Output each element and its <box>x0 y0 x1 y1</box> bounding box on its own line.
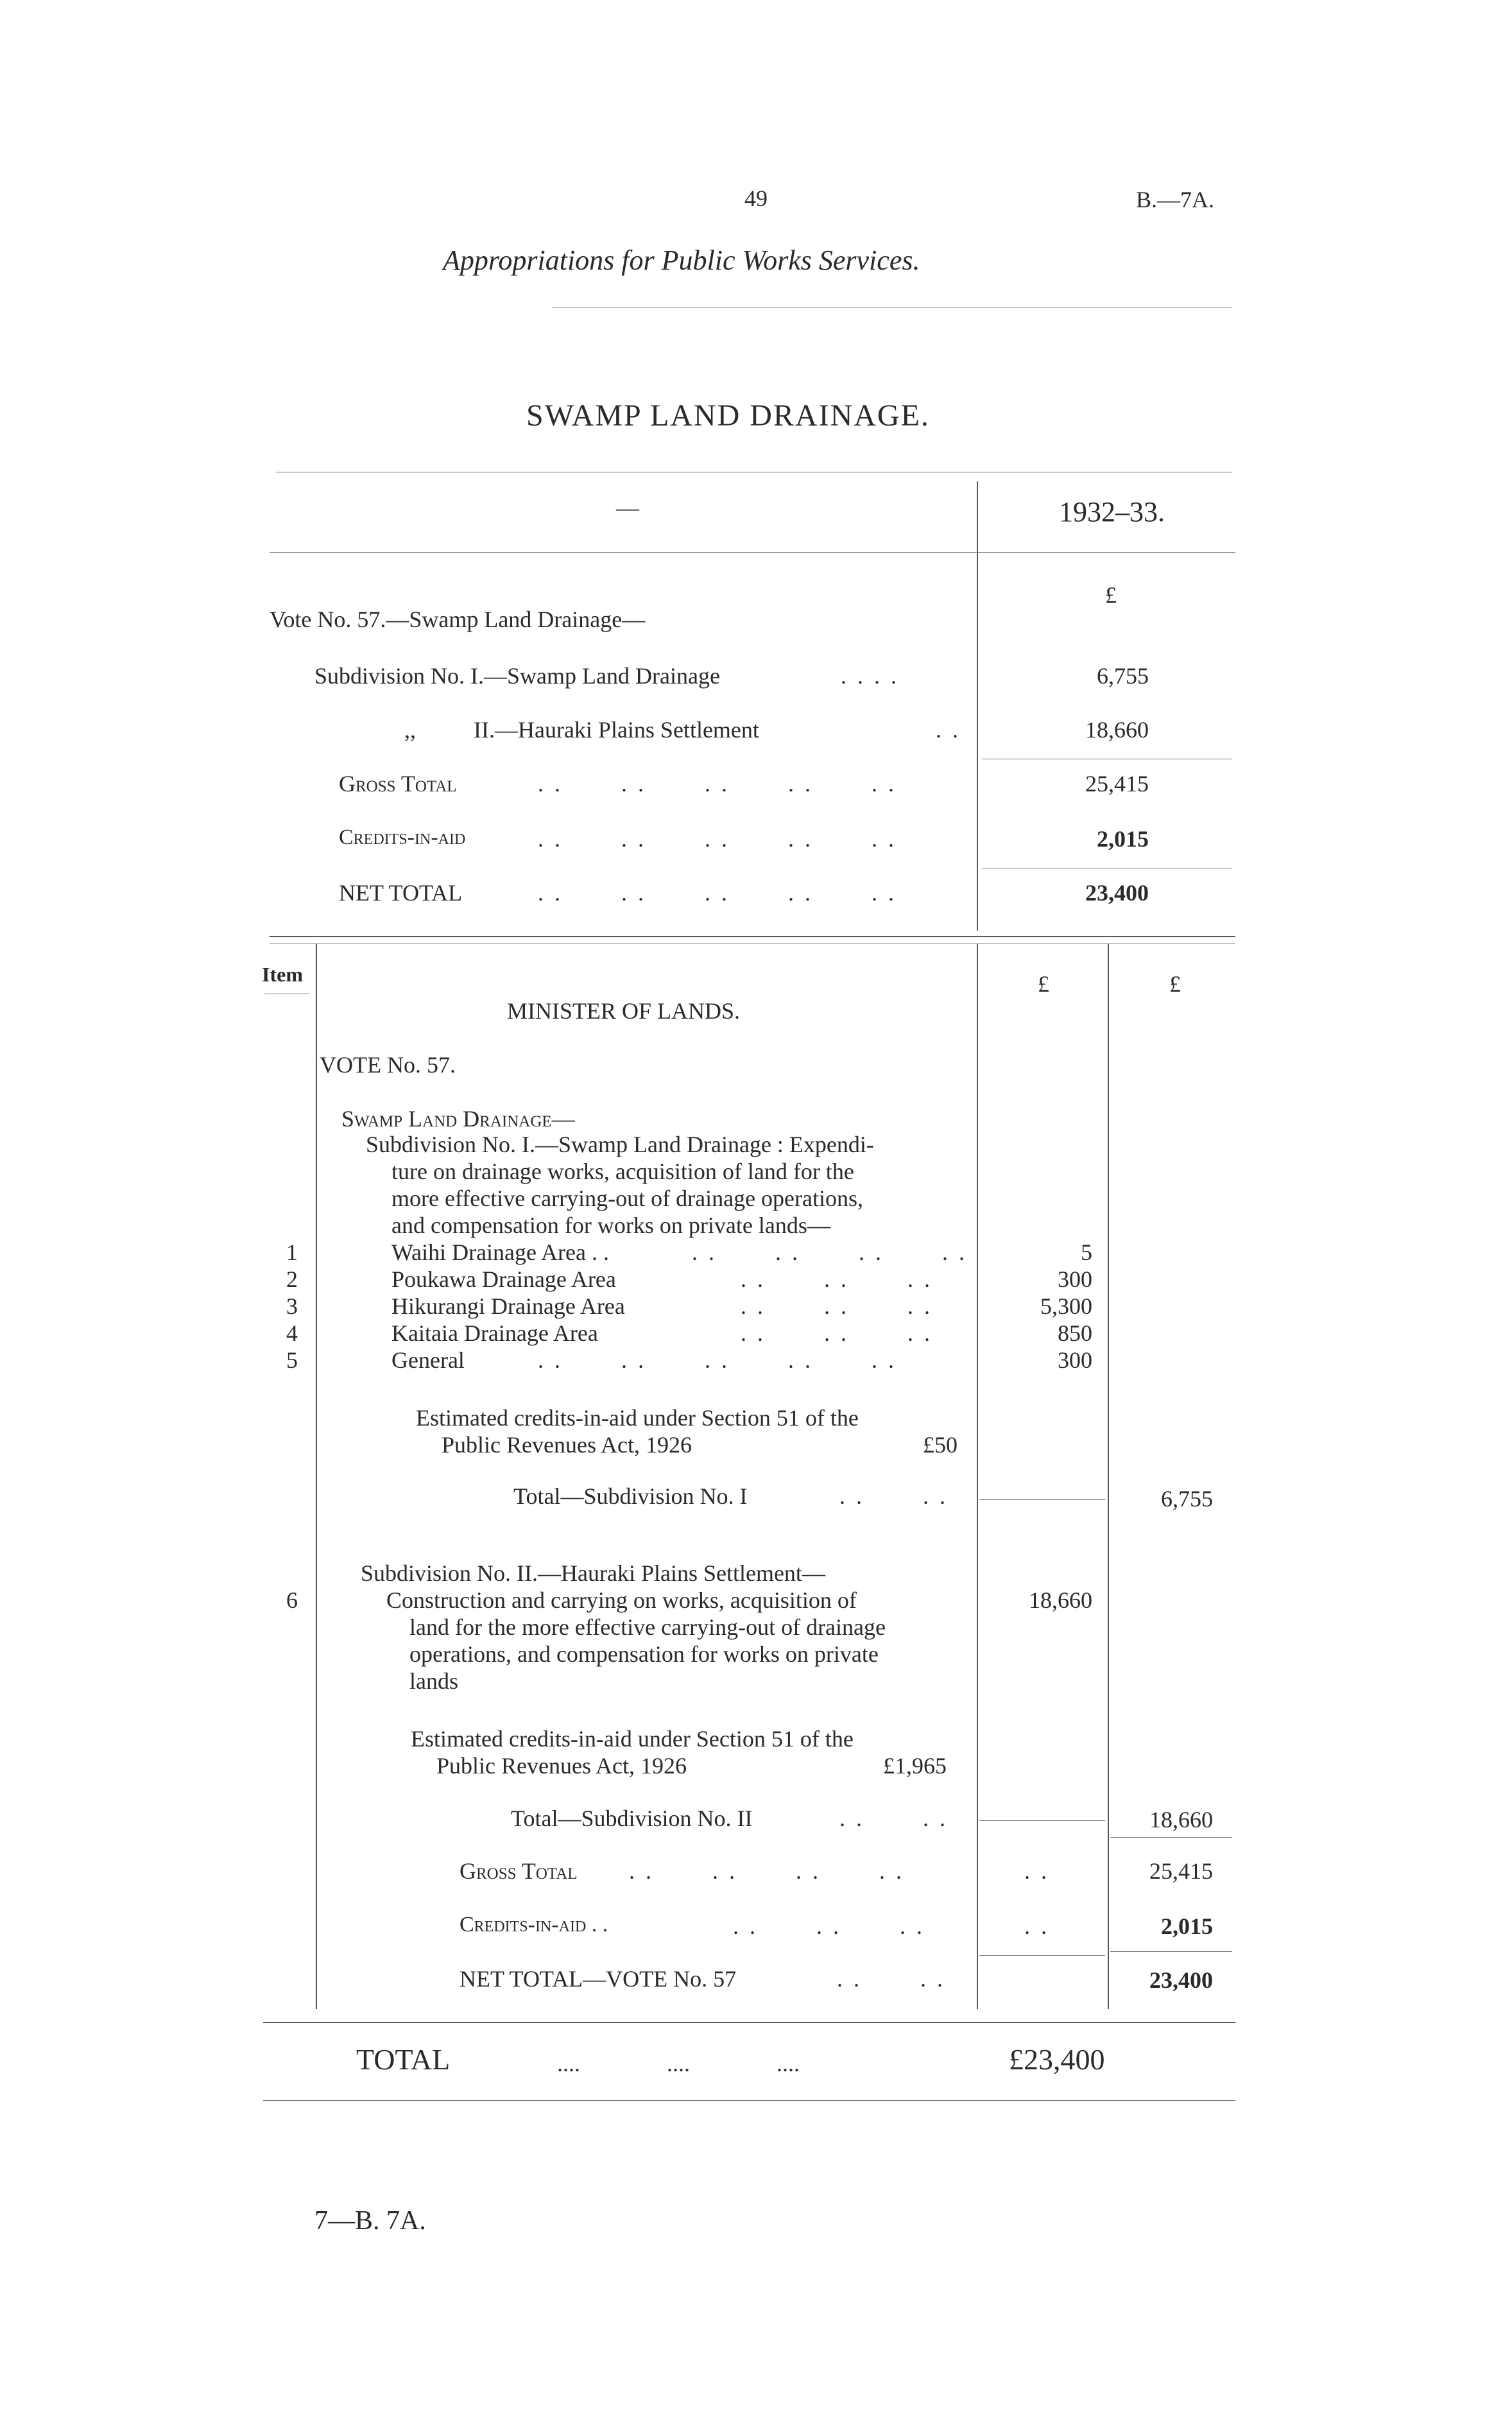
grand-total-value: £23,400 <box>1009 2043 1105 2076</box>
subtotal-label: Total—Subdivision No. II <box>511 1806 753 1831</box>
subdivision-text-line: and compensation for works on private lands— <box>391 1212 830 1238</box>
summary-row-value: 25,415 <box>1085 771 1149 797</box>
net-total-rule-2 <box>1110 1951 1232 1952</box>
detail-currency-1: £ <box>1038 971 1049 997</box>
section-title: SWAMP LAND DRAINAGE. <box>526 399 930 433</box>
item-label: Kaitaia Drainage Area <box>391 1320 598 1346</box>
subtotal-rule <box>979 1820 1105 1821</box>
item-value: 850 <box>1058 1320 1092 1346</box>
item-header: Item <box>262 963 303 986</box>
credits-in-aid-dots: . . <box>1024 1913 1049 1939</box>
item-number: 4 <box>286 1320 298 1346</box>
subdivision-text-line: operations, and compensation for works on private <box>409 1641 879 1667</box>
detail-currency-2: £ <box>1169 971 1181 997</box>
item-number: 1 <box>286 1239 298 1265</box>
credits-in-aid-label: Credits-in-aid . . <box>460 1913 608 1936</box>
subtotal-leader: . . . . <box>839 1483 948 1509</box>
document-reference: B.—7A. <box>1136 187 1215 212</box>
credits-note-line: Public Revenues Act, 1926 <box>442 1432 692 1458</box>
item-value: 5,300 <box>1040 1293 1092 1319</box>
item-label: Poukawa Drainage Area <box>391 1266 616 1292</box>
subdivision-text-line: ture on drainage works, acquisition of land for the <box>391 1159 854 1184</box>
item-leader: . . . . . . . . <box>692 1239 967 1265</box>
item-value: 300 <box>1058 1266 1092 1292</box>
grand-total-leader: .... .... .... <box>557 2051 800 2076</box>
summary-row-label: Gross Total <box>339 771 457 797</box>
summary-row-label: Subdivision No. I.—Swamp Land Drainage <box>314 663 720 689</box>
credits-in-aid-leader: . . . . . . <box>733 1913 925 1939</box>
summary-row-leader: . . . . . . . . . . <box>538 826 897 852</box>
vote-heading: VOTE No. 57. <box>320 1052 456 1078</box>
detail-item-divider <box>316 944 317 2009</box>
detail-column-divider-2 <box>1108 944 1109 2009</box>
summary-vote-line: Vote No. 57.—Swamp Land Drainage— <box>270 607 646 632</box>
grand-total-rule <box>263 2100 1235 2101</box>
summary-row-leader: . . <box>936 717 961 743</box>
subtotal-value: 6,755 <box>1161 1486 1213 1512</box>
summary-header-rule <box>270 552 1235 553</box>
summary-row-leader: . . . . . . . . . . <box>538 880 897 906</box>
gross-total-leader: . . . . . . . . <box>629 1858 904 1884</box>
gross-total-value: 25,415 <box>1149 1858 1213 1884</box>
subdivision-text-line: Subdivision No. I.—Swamp Land Drainage : Expendi- <box>366 1132 874 1157</box>
summary-header-dash: — <box>616 495 639 521</box>
subdivision-text-line: land for the more effective carrying-out of drainage <box>409 1614 886 1640</box>
credits-note-line: Estimated credits-in-aid under Section 51 of the <box>416 1405 859 1431</box>
item-leader: . . . . . . <box>741 1320 932 1346</box>
credits-note-line: Estimated credits-in-aid under Section 51 of the <box>411 1726 854 1752</box>
item-number: 2 <box>286 1266 298 1292</box>
footer-signature: 7—B. 7A. <box>314 2206 426 2236</box>
subtotal-value: 18,660 <box>1149 1807 1213 1833</box>
item-leader: . . . . . . <box>741 1266 932 1292</box>
gross-total-label: Gross Total <box>460 1858 578 1884</box>
item-label: Hikurangi Drainage Area <box>391 1293 625 1319</box>
subdivision-text-line: more effective carrying-out of drainage operations, <box>391 1186 864 1211</box>
grand-total-label: TOTAL <box>356 2043 451 2076</box>
summary-row-value: 6,755 <box>1097 663 1149 689</box>
item-value: 5 <box>1081 1239 1092 1265</box>
summary-row-value: 23,400 <box>1085 880 1149 906</box>
summary-bottom-rule <box>270 936 1235 937</box>
item-label: General <box>391 1347 465 1373</box>
minister-heading: MINISTER OF LANDS. <box>507 998 741 1024</box>
subdivision-text-line: Construction and carrying on works, acquisition of <box>386 1587 857 1613</box>
net-total-label: NET TOTAL—VOTE No. 57 <box>460 1966 737 1992</box>
credits-in-aid-value: 2,015 <box>1161 1913 1213 1939</box>
summary-currency: £ <box>1105 582 1117 608</box>
net-total-leader: . . . . <box>837 1966 945 1992</box>
detail-column-divider <box>977 944 978 2009</box>
credits-note-amount: £1,965 <box>883 1753 947 1779</box>
summary-row-label: ,, II.—Hauraki Plains Settlement <box>404 717 759 743</box>
item-value: 300 <box>1058 1347 1092 1373</box>
summary-row-label: NET TOTAL <box>339 880 463 906</box>
item-number: 6 <box>286 1587 298 1613</box>
summary-row-label: Credits-in-aid <box>339 825 466 849</box>
credits-note-line: Public Revenues Act, 1926 <box>436 1753 687 1779</box>
gross-total-dots: . . <box>1024 1858 1049 1884</box>
subtotal-rule-2 <box>1110 1837 1232 1838</box>
detail-bottom-rule <box>263 2022 1235 2023</box>
running-title: Appropriations for Public Works Services. <box>443 245 920 276</box>
item-number: 5 <box>286 1347 298 1373</box>
net-total-value: 23,400 <box>1149 1967 1213 1993</box>
subtotal-leader: . . . . <box>839 1806 948 1831</box>
summary-row-value: 2,015 <box>1097 826 1149 852</box>
subtotal-label: Total—Subdivision No. I <box>513 1483 748 1509</box>
summary-row-value: 18,660 <box>1085 717 1149 743</box>
item-leader: . . . . . . <box>741 1293 932 1319</box>
item-value: 18,660 <box>1029 1587 1092 1613</box>
subdivision-text-line: Subdivision No. II.—Hauraki Plains Settlement— <box>361 1560 825 1586</box>
page-number: 49 <box>744 185 768 211</box>
summary-header-year: 1932–33. <box>1059 496 1165 528</box>
credits-note-amount: £50 <box>923 1432 958 1458</box>
subdivision-text-line: lands <box>409 1668 458 1694</box>
vote-head-line: Swamp Land Drainage— <box>341 1106 575 1132</box>
item-label: Waihi Drainage Area . . <box>391 1239 609 1265</box>
summary-row-leader: . . . . . . . . . . <box>538 771 897 797</box>
summary-column-divider <box>977 481 978 931</box>
subtotal-rule <box>979 1499 1105 1500</box>
net-total-rule <box>979 1955 1105 1956</box>
item-number: 3 <box>286 1293 298 1319</box>
summary-row-leader: . . . . <box>841 663 899 689</box>
item-leader: . . . . . . . . . . <box>538 1347 897 1373</box>
